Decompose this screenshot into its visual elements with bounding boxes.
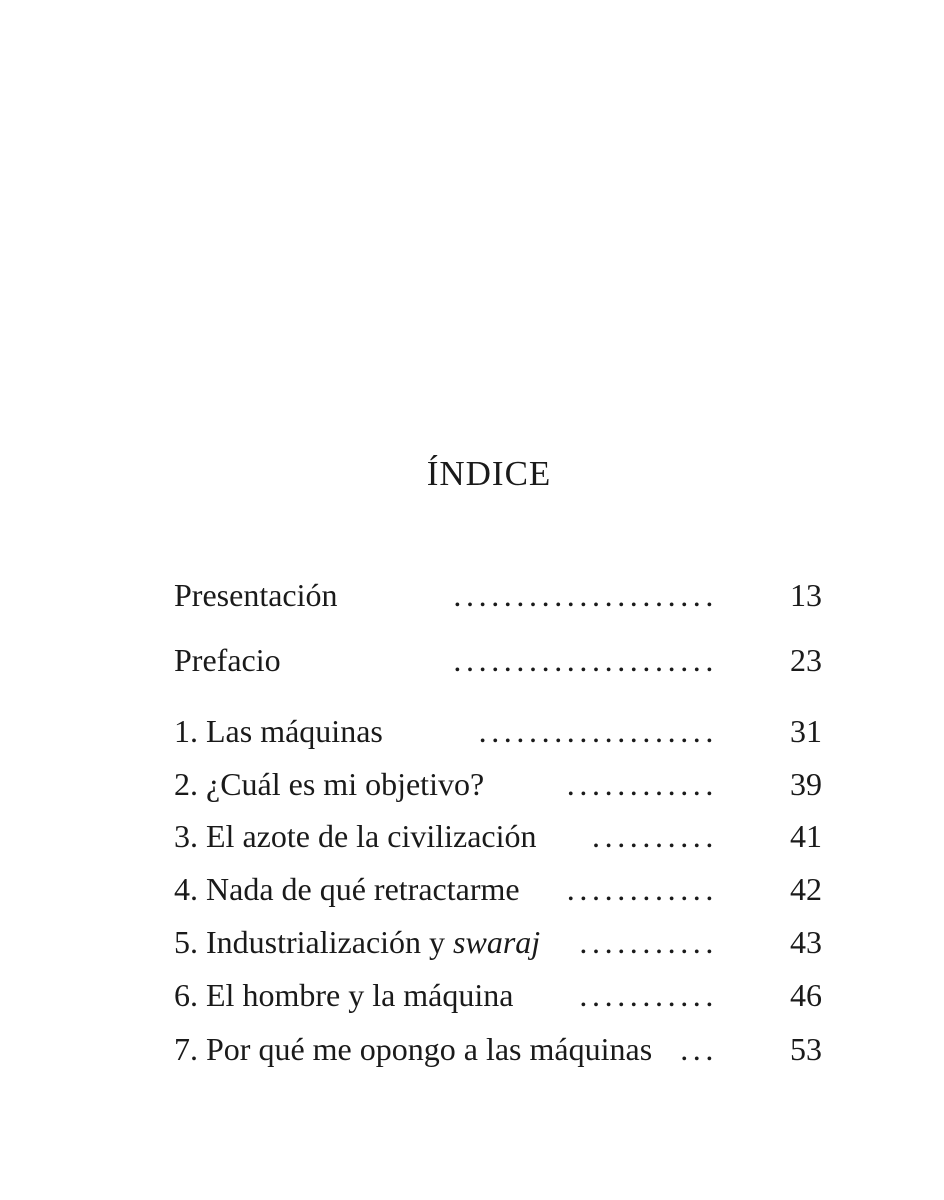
- toc-entry-label: 4. Nada de qué retractarme: [174, 871, 520, 907]
- dot-leader: ............: [566, 766, 718, 802]
- toc-page-number: 13: [790, 577, 822, 613]
- toc-entry-chapter-3[interactable]: [174, 816, 822, 856]
- toc-page-number: 42: [790, 871, 822, 907]
- toc-entry-prefacio[interactable]: [174, 640, 822, 680]
- toc-entry-label: 1. Las máquinas: [174, 713, 383, 749]
- dot-leader: ............: [566, 871, 718, 907]
- toc-page-number: 39: [790, 766, 822, 802]
- dot-leader: .....................: [453, 642, 718, 678]
- toc-page-number: 43: [790, 924, 822, 960]
- toc-entry-label: [174, 922, 540, 962]
- toc-entry-label-text: 5. Industrialización y: [174, 924, 454, 960]
- toc-page-number: 53: [790, 1031, 822, 1067]
- toc-entry-chapter-4[interactable]: [174, 869, 822, 909]
- page-title: ÍNDICE: [426, 454, 552, 493]
- toc-page-number: 41: [790, 818, 822, 854]
- dot-leader: .....................: [453, 577, 718, 613]
- toc-entry-label: 6. El hombre y la máquina: [174, 977, 514, 1013]
- toc-entry-chapter-7[interactable]: [174, 1029, 822, 1069]
- toc-entry-chapter-2[interactable]: [174, 764, 822, 804]
- toc-entry-label: 2. ¿Cuál es mi objetivo?: [174, 766, 485, 802]
- toc-entry-label: 3. El azote de la civilización: [174, 818, 537, 854]
- toc-entry-presentacion[interactable]: [174, 575, 822, 615]
- toc-entry-label: Presentación: [174, 577, 338, 613]
- dot-leader: ...........: [579, 924, 718, 960]
- toc-page-number: 31: [790, 713, 822, 749]
- dot-leader: ...................: [478, 713, 718, 749]
- toc-entry-label: 7. Por qué me opongo a las máquinas: [174, 1031, 653, 1067]
- toc-entry-label: Prefacio: [174, 642, 281, 678]
- dot-leader: ...: [680, 1031, 718, 1067]
- toc-entry-chapter-6[interactable]: [174, 975, 822, 1015]
- dot-leader: ..........: [592, 818, 718, 854]
- toc-entry-label-italic: swaraj: [453, 924, 541, 960]
- toc-page-number: 46: [790, 977, 822, 1013]
- toc-page-number: 23: [790, 642, 822, 678]
- toc-entry-chapter-1[interactable]: [174, 711, 822, 751]
- toc-entry-chapter-5[interactable]: [174, 922, 822, 962]
- dot-leader: ...........: [579, 977, 718, 1013]
